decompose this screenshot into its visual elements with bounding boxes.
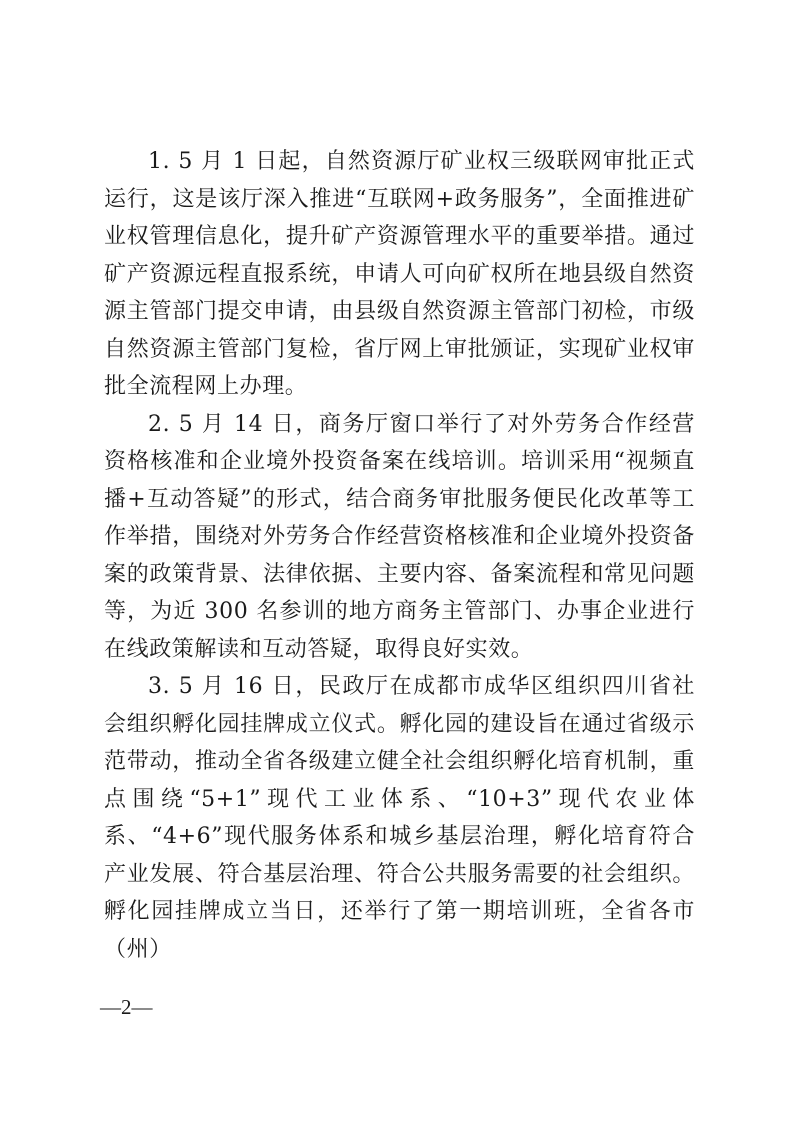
document-body (104, 143, 695, 968)
page-number: —2— (100, 995, 153, 1019)
paragraph-2: 2. 5 月 14 日，商务厅窗口举行了对外劳务合作经营资格核准和企业境外投资备案在线培训。培训采用“视频直播+互动答疑”的形式，结合商务审批服务便民化改革等工作举措，围绕对外劳务合作经营资格核准和企业境外投资备案的政策背景、法律依据、主要内容、备案流程和常见问题等，为近 300 名参训的地方商务主管部门、办事企业进行在线政策解读和互动答疑，取得良好实效。 (104, 411, 695, 662)
paragraph-1: 1. 5 月 1 日起，自然资源厅矿业权三级联网审批正式运行，这是该厅深入推进“互联网+政务服务”，全面推进矿业权管理信息化，提升矿产资源管理水平的重要举措。通过矿产资源远程直报系统，申请人可向矿权所在地县级自然资源主管部门提交申请，由县级自然资源主管部门初检，市级自然资源主管部门复检，省厅网上审批颁证，实现矿业权审批全流程网上办理。 (104, 149, 695, 399)
paragraph-3: 3. 5 月 16 日，民政厅在成都市成华区组织四川省社会组织孵化园挂牌成立仪式。孵化园的建设旨在通过省级示范带动，推动全省各级建立健全社会组织孵化培育机制，重点围绕“5+1”现代工业体系、“10+3”现代农业体系、“4+6”现代服务体系和城乡基层治理，孵化培育符合产业发展、符合基层治理、符合公共服务需要的社会组织。孵化园挂牌成立当日，还举行了第一期培训班，全省各市（州） (104, 674, 695, 962)
